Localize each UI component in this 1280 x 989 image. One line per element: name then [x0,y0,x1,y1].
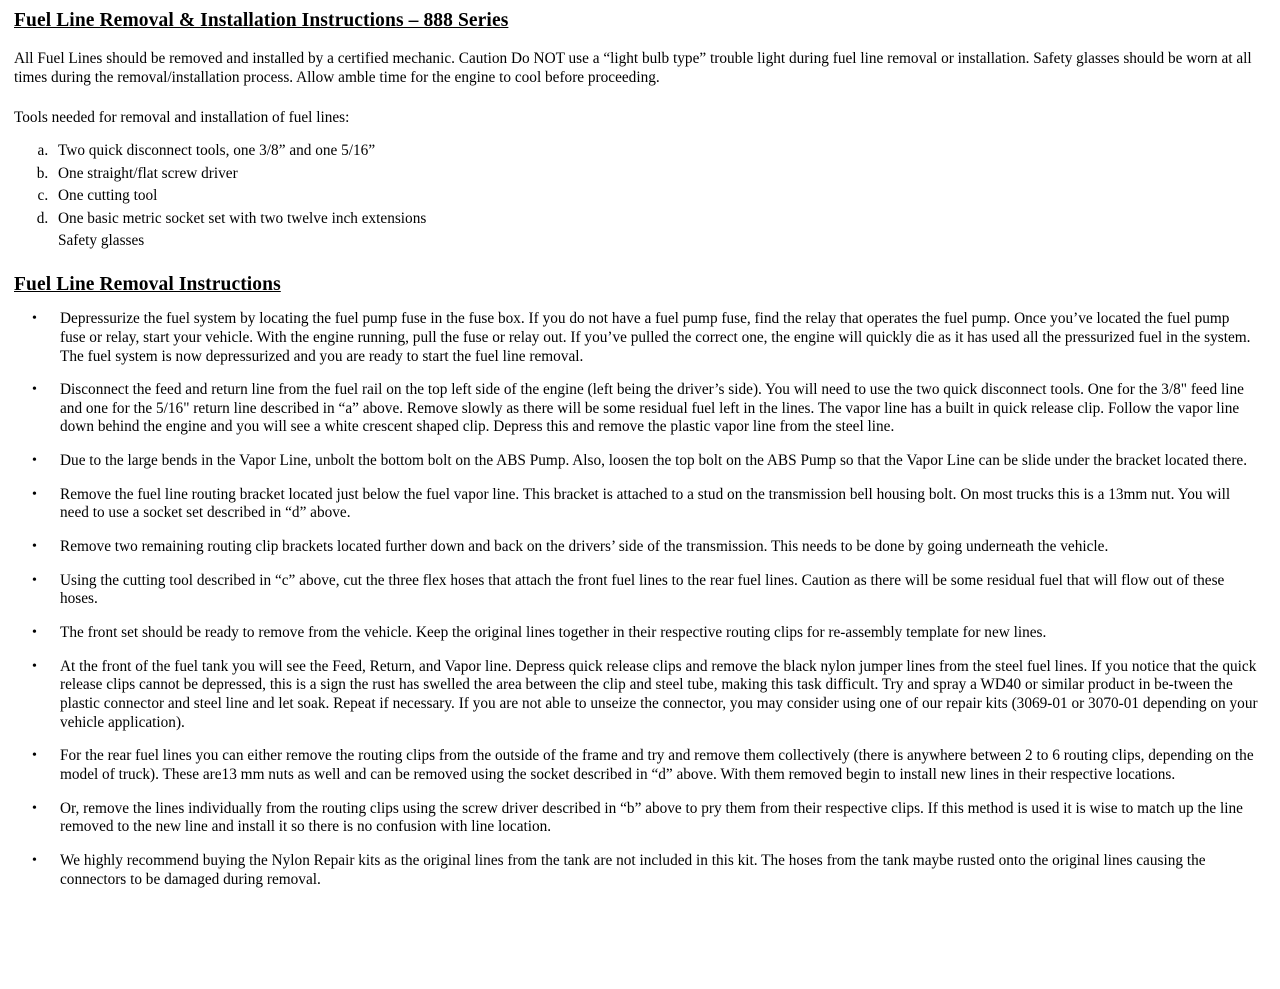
list-item: c. One cutting tool [52,185,1258,208]
list-item: • Depressurize the fuel system by locating the fuel pump fuse in the fuse box. If you do not have a fuel pump fuse, find the relay that operates the fuel pump. Once you’ve located the fuel pump fuse or relay, start your vehicle. With the engine running, pull the fuse or relay out. If you’ve pulled the correct one, the engine will quickly die as it has used all the pressurized fuel in the system. The fuel system is now depressurized and you are ready to start the fuel line removal. [50,310,1258,366]
list-item: • We highly recommend buying the Nylon Repair kits as the original lines from the tank are not included in this kit. The hoses from the tank maybe rusted onto the original lines causing the connectors to be damaged during removal. [50,852,1258,889]
list-item: • The front set should be ready to remove from the vehicle. Keep the original lines together in their respective routing clips for re-assembly template for new lines. [50,624,1258,643]
list-item: • Or, remove the lines individually from the routing clips using the screw driver described in “b” above to pry them from their respective clips. If this method is used it is wise to match up the line removed to the new line and install it so there is no confusion with line location. [50,800,1258,837]
list-item: • Remove two remaining routing clip brackets located further down and back on the drivers’ side of the transmission. This needs to be done by going underneath the vehicle. [50,538,1258,557]
list-item: b. One straight/flat screw driver [52,163,1258,186]
list-item: a. Two quick disconnect tools, one 3/8” and one 5/16” [52,140,1258,163]
list-item: • At the front of the fuel tank you will see the Feed, Return, and Vapor line. Depress quick release clips and remove the black nylon jumper lines from the steel fuel lines. If you notice that the quick release clips cannot be depressed, this is a sign the rust has swelled the area between the clip and steel tube, making this task difficult. Try and spray a WD40 or similar product in be-tween the plastic connector and steel line and let soak. Repeat if necessary. If you are not able to unseize the connector, you may consider using one of our repair kits (3069-01 or 3070-01 depending on your vehicle application). [50,658,1258,733]
tools-lead-paragraph: Tools needed for removal and installation of fuel lines: [14,109,350,127]
intro-paragraph: All Fuel Lines should be removed and installed by a certified mechanic. Caution Do NOT use a “light bulb type” trouble light during fuel line removal or installation. Safety glasses should be worn at all times during the removal/installation process. Allow amble time for the engine to cool before proceeding. [14,50,1252,86]
list-item: d. One basic metric socket set with two twelve inch extensions [52,208,1258,231]
tools-list [14,140,1258,231]
list-item: • Using the cutting tool described in “c” above, cut the three flex hoses that attach the front fuel lines to the rear fuel lines. Caution as there will be some residual fuel that will flow out of these hoses. [50,572,1258,609]
tools-extra-item: Safety glasses [58,232,145,250]
list-item: • For the rear fuel lines you can either remove the routing clips from the outside of the frame and try and remove them collectively (there is anywhere between 2 to 6 routing clips, depending on the model of truck). These are13 mm nuts as well and can be removed using the socket described in “d” above. With them removed begin to install new lines in their respective locations. [50,747,1258,784]
list-item: • Disconnect the feed and return line from the fuel rail on the top left side of the engine (left being the driver’s side). You will need to use the two quick disconnect tools. One for the 3/8" feed line and one for the 5/16" return line described in “a” above. Remove slowly as there will be some residual fuel left in the lines. The vapor line has a built in quick release clip. Follow the vapor line down behind the engine and you will see a white crescent shaped clip. Depress this and remove the plastic vapor line from the steel line. [50,381,1258,437]
section-title-removal: Fuel Line Removal Instructions [14,274,281,296]
removal-steps-list [14,310,1258,889]
list-item: • Remove the fuel line routing bracket located just below the fuel vapor line. This bracket is attached to a stud on the transmission bell housing bolt. On most trucks this is a 13mm nut. You will need to use a socket set described in “d” above. [50,486,1258,523]
page-title: Fuel Line Removal & Installation Instructions – 888 Series [14,10,509,31]
list-item: • Due to the large bends in the Vapor Line, unbolt the bottom bolt on the ABS Pump. Also, loosen the top bolt on the ABS Pump so that the Vapor Line can be slide under the bracket located there. [50,452,1258,471]
